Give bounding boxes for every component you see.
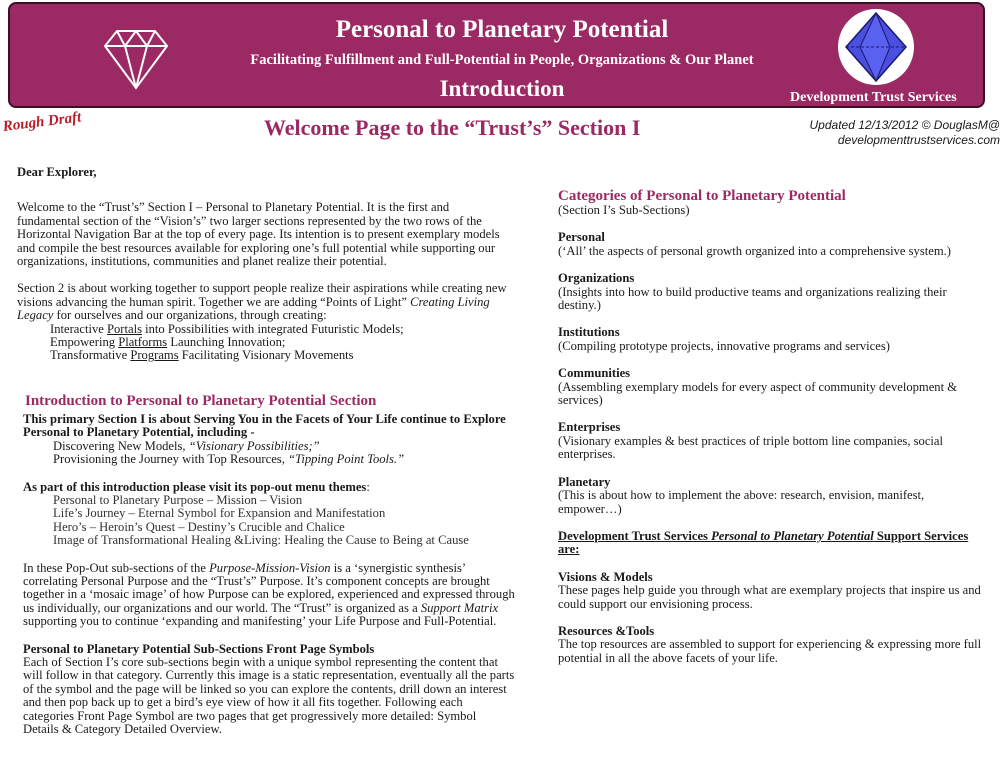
- theme-item[interactable]: Hero’s – Heroin’s Quest – Destiny’s Crucible and Chalice: [53, 519, 345, 534]
- header-banner: [8, 2, 985, 108]
- programs-line: Transformative Programs Facilitating Visionary Movements: [50, 348, 354, 363]
- category-desc: (‘All’ the aspects of personal growth organized into a comprehensive system.): [558, 243, 951, 258]
- theme-item[interactable]: Life’s Journey – Eternal Symbol for Expansion and Manifestation: [53, 506, 386, 521]
- platforms-line: Empowering Platforms Launching Innovation;: [50, 335, 286, 350]
- section2-paragraph: Section 2 is about working together to support people realize their aspirations while creating new visions advancing the human spirit. Together we are adding “Points of Light” Creating Living Legacy for ourselves and our organizations, through creating:: [17, 281, 507, 323]
- updated-line2: developmenttrustservices.com: [837, 132, 1000, 147]
- rough-draft-label: Rough Draft: [1, 109, 83, 135]
- visit-themes-text: As part of this introduction please visit its pop-out menu themes:: [23, 479, 370, 494]
- discovering-line: Discovering New Models, “Visionary Possibilities;”: [53, 438, 320, 453]
- category-desc: (This is about how to implement the above: research, envision, manifest, empower…): [558, 488, 925, 516]
- left-column: [17, 166, 515, 736]
- right-column: [558, 188, 988, 665]
- theme-item[interactable]: Image of Transformational Healing &Living: Healing the Cause to Being at Cause: [53, 533, 469, 548]
- greeting: Dear Explorer,: [17, 165, 97, 179]
- primary-section-text: This primary Section I is about Serving You in the Facets of Your Life continue to Explore Personal to Planetary Potential, including -: [23, 411, 506, 440]
- category-desc: (Insights into how to build productive teams and organizations realizing their destiny.): [558, 284, 947, 313]
- category-name[interactable]: Communities: [558, 366, 631, 381]
- intro-paragraph: Welcome to the “Trust’s” Section I – Personal to Planetary Potential. It is the first and fundamental section of the “Vision’s” two larger sections represented by the two rows of the Horizontal Navigation Bar at the top of every page. Its intention is to present exemplary models and compile the best resources available for exploring one’s full potential while supporting our organizations, institutions, communities and planet realize their potential.: [17, 200, 500, 269]
- org-name: Development Trust Services: [790, 90, 957, 105]
- theme-item[interactable]: Personal to Planetary Purpose – Mission – Vision: [53, 492, 303, 507]
- welcome-title: Welcome Page to the “Trust’s” Section I: [264, 115, 641, 140]
- octahedron-logo: [838, 9, 914, 85]
- category-name[interactable]: Enterprises: [558, 420, 621, 435]
- section-title: Introduction: [439, 76, 565, 101]
- visions-paragraph: These pages help guide you through what are exemplary projects that inspire us and could support our envisioning process.: [558, 583, 981, 611]
- provisioning-line: Provisioning the Journey with Top Resources, “Tipping Point Tools.”: [53, 452, 405, 467]
- site-subtitle: Facilitating Fulfillment and Full-Potential in People, Organizations & Our Planet: [250, 52, 754, 68]
- intro-section-heading: Introduction to Personal to Planetary Potential Section: [25, 392, 377, 409]
- resources-paragraph: The top resources are assembled to support for experiencing & expressing more full potential in all the above facets of your life.: [558, 637, 982, 665]
- updated-line1: Updated 12/13/2012 © DouglasM@: [809, 118, 1000, 132]
- site-title: Personal to Planetary Potential: [335, 16, 669, 43]
- portals-line: Interactive Portals into Possibilities with integrated Futuristic Models;: [50, 321, 404, 336]
- categories-heading: Categories of Personal to Planetary Potential: [558, 188, 846, 204]
- category-name[interactable]: Planetary: [558, 474, 611, 489]
- resources-heading[interactable]: Resources &Tools: [558, 623, 655, 638]
- category-name[interactable]: Personal: [558, 230, 605, 245]
- symbols-heading: Personal to Planetary Potential Sub-Sections Front Page Symbols: [23, 641, 375, 656]
- category-name[interactable]: Institutions: [558, 325, 620, 340]
- support-services-heading: Development Trust Services Personal to Planetary Potential Support Services are:: [558, 528, 969, 557]
- updated-note: [810, 118, 1000, 147]
- portals-link[interactable]: Portals: [107, 321, 142, 336]
- visions-heading[interactable]: Visions & Models: [558, 569, 653, 584]
- platforms-link[interactable]: Platforms: [118, 335, 168, 350]
- categories-subheading: (Section I’s Sub-Sections): [558, 203, 690, 217]
- symbols-paragraph: Each of Section I’s core sub-sections begin with a unique symbol representing the content that will follow in that category. Currently this image is a static representation, eventually all the parts of the symbol and the page will be linked so you can explore the contents, drill down an interest and then pop back up to get a bird’s eye view of how it all fits together. Following each categories Front Page Symbol are two pages that get progressively more detailed: Symbol Details & Category Detailed Overview.: [23, 654, 515, 736]
- category-name[interactable]: Organizations: [558, 271, 635, 286]
- popout-paragraph: In these Pop-Out sub-sections of the Purpose-Mission-Vision is a ‘synergistic synthesis’ correlating Personal Purpose and the “Trust’s” Purpose. It’s component concepts are brought together in a ‘mosaic image’ of how Purpose can be explored, experienced and expressed through us individually, our organizations and our world. The “Trust” is organized as a Support Matrix supporting you to continue ‘expanding and manifesting’ your Life Purpose and Full-Potential.: [23, 560, 515, 629]
- programs-link[interactable]: Programs: [130, 348, 179, 363]
- category-desc: (Assembling exemplary models for every aspect of community development & services): [558, 379, 958, 408]
- octahedron-icon: [838, 9, 914, 85]
- category-desc: (Visionary examples & best practices of triple bottom line companies, social enterprises.: [558, 433, 943, 462]
- category-desc: (Compiling prototype projects, innovative programs and services): [558, 338, 890, 353]
